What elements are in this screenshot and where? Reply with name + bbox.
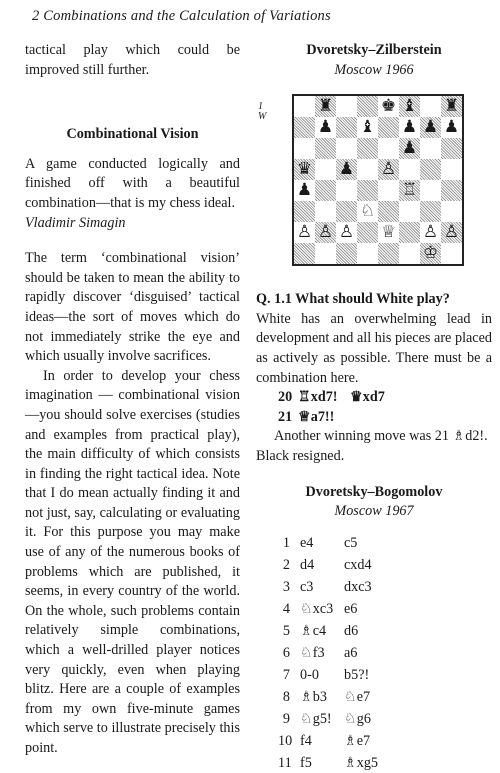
black-move: dxc3 <box>344 578 372 595</box>
alternative-note: Another winning move was 21 ♗d2!. <box>274 428 488 445</box>
board-square <box>336 243 357 264</box>
board-square: ♜ <box>441 96 462 117</box>
left-column <box>25 41 240 759</box>
white-move: ♗b3 <box>300 688 327 705</box>
answer-text: White has an overwhelming lead in development and all his pieces are placed as actively as possible. There must be a combination here. <box>256 310 492 386</box>
board-square <box>399 243 420 264</box>
board-square <box>315 243 336 264</box>
epigraph-quote: A game conducted logically and finished off with a beautiful combination—that is my chess ideal. <box>25 155 240 211</box>
board-square <box>441 180 462 201</box>
move-number: 10 <box>278 732 293 749</box>
board-square <box>336 201 357 222</box>
board-square: ♝ <box>357 117 378 138</box>
running-header: 2 Combinations and the Calculation of Variations <box>32 8 331 24</box>
white-move: ♗c4 <box>300 622 327 639</box>
epigraph-author: Vladimir Simagin <box>25 214 126 231</box>
board-square: ♟ <box>441 117 462 138</box>
black-move: a6 <box>344 644 358 661</box>
move-number: 8 <box>282 688 290 705</box>
move-number: 20 <box>278 389 293 406</box>
white-move: e4 <box>300 534 314 551</box>
board-square: ♟ <box>399 138 420 159</box>
right-column <box>256 41 492 773</box>
move-number: 9 <box>282 710 290 727</box>
board-square <box>357 159 378 180</box>
white-move: ♕a7!! <box>298 408 335 425</box>
game2-moves <box>278 534 492 773</box>
white-move: ♘xc3 <box>300 600 334 617</box>
game2-place: Moscow 1967 <box>334 503 414 520</box>
board-square <box>336 117 357 138</box>
game2-title: Dvoretsky–Bogomolov <box>305 483 443 500</box>
intro-text: tactical play which could be improved still further. <box>25 42 240 78</box>
board-square <box>399 201 420 222</box>
move-number: 3 <box>282 578 290 595</box>
board-square <box>441 138 462 159</box>
move-number: 5 <box>282 622 290 639</box>
board-square: ♘ <box>357 201 378 222</box>
white-move: 0-0 <box>300 666 319 683</box>
board-square <box>378 180 399 201</box>
board-square <box>357 138 378 159</box>
board-square <box>378 138 399 159</box>
board-square: ♖ <box>399 180 420 201</box>
board-square <box>441 159 462 180</box>
board-square <box>294 138 315 159</box>
board-square: ♙ <box>294 222 315 243</box>
board-square: ♚ <box>378 96 399 117</box>
move-number: 4 <box>282 600 290 617</box>
black-move: ♛xd7 <box>350 389 385 406</box>
board-square <box>315 138 336 159</box>
board-square <box>378 243 399 264</box>
board-square <box>336 138 357 159</box>
board-square <box>336 180 357 201</box>
move-number: 7 <box>282 666 290 683</box>
board-square <box>315 180 336 201</box>
black-move: c5 <box>344 534 358 551</box>
white-move: f5 <box>300 754 312 771</box>
board-square <box>399 159 420 180</box>
diagram <box>256 90 492 280</box>
game1-title: Dvoretsky–Zilberstein <box>306 42 442 58</box>
white-move: ♘f3 <box>300 644 325 661</box>
board-square <box>420 159 441 180</box>
diagram-number: 1 <box>258 101 263 113</box>
board-square <box>378 117 399 138</box>
white-move: c3 <box>300 578 314 595</box>
white-move: f4 <box>300 732 312 749</box>
board-square <box>357 96 378 117</box>
white-move: d4 <box>300 556 315 573</box>
board-square <box>441 201 462 222</box>
black-move: ♘e7 <box>344 688 371 705</box>
black-move: d6 <box>344 622 359 639</box>
result-text: Black resigned. <box>256 447 345 464</box>
diagram-label <box>258 102 266 122</box>
board-square <box>315 159 336 180</box>
black-move: ♗e7 <box>344 732 371 749</box>
black-move: ♗xg5 <box>344 754 379 771</box>
solution-moves <box>278 388 492 427</box>
board-square: ♙ <box>336 222 357 243</box>
move-number: 1 <box>282 534 290 551</box>
board-square <box>378 201 399 222</box>
board-square <box>294 96 315 117</box>
move-number: 21 <box>278 408 293 425</box>
board-square: ♟ <box>315 117 336 138</box>
board-square: ♟ <box>399 117 420 138</box>
board-square: ♟ <box>294 180 315 201</box>
diagram-side-to-move: W <box>258 111 267 123</box>
board-square: ♕ <box>378 222 399 243</box>
move-number: 6 <box>282 644 290 661</box>
white-move: ♘g5! <box>300 710 332 727</box>
board-square <box>357 222 378 243</box>
board-square <box>294 243 315 264</box>
body-paragraph-1: The term ‘combinational vision’ should be taken to mean the ability to rapidly discover ‘disguised’ tactical ideas—the sort of moves which do not immediately strike the eye and which usually involve sacrifices. <box>25 250 240 365</box>
board-square: ♙ <box>441 222 462 243</box>
board-square <box>420 180 441 201</box>
board-square: ♛ <box>294 159 315 180</box>
chess-board <box>292 94 464 266</box>
board-square <box>420 201 441 222</box>
black-move: b5?! <box>344 666 370 683</box>
board-square: ♟ <box>420 117 441 138</box>
board-square <box>399 222 420 243</box>
board-square: ♙ <box>420 222 441 243</box>
game1-place: Moscow 1966 <box>334 61 414 78</box>
black-move <box>350 408 420 428</box>
question-heading: Q. 1.1 What should White play? <box>256 291 450 308</box>
board-square <box>441 243 462 264</box>
board-square: ♟ <box>336 159 357 180</box>
board-square: ♔ <box>420 243 441 264</box>
board-square <box>420 96 441 117</box>
move-number: 11 <box>278 754 292 771</box>
board-square: ♝ <box>399 96 420 117</box>
board-square <box>315 201 336 222</box>
black-move: e6 <box>344 600 358 617</box>
board-square <box>357 180 378 201</box>
board-square: ♜ <box>315 96 336 117</box>
move-number: 2 <box>282 556 290 573</box>
board-square: ♙ <box>378 159 399 180</box>
black-move: ♘g6 <box>344 710 371 727</box>
white-move: ♖xd7! <box>298 389 338 406</box>
board-square <box>420 138 441 159</box>
black-move: cxd4 <box>344 556 372 573</box>
board-square <box>294 117 315 138</box>
section-title: Combinational Vision <box>66 126 199 143</box>
board-square <box>336 96 357 117</box>
body-paragraph-2: In order to develop your chess imagination — combinational vision—you should solve exercises (studies and examples from practical play), the main difficulty of which consists in finding the right tactical idea. Note that I do mean actually finding it and not just, say, calculating or evaluating it. For this purpose you may make use of any of the numerous books of problems which are published, it seems, in every country of the world. On the whole, such problems contain relatively simple combinations, which a well-drilled player notices very quickly, even when playing blitz. Here are a couple of examples from my own five-minute games which serve to illustrate precisely this point. <box>25 367 240 756</box>
board-square <box>357 243 378 264</box>
board-square <box>294 201 315 222</box>
board-square: ♙ <box>315 222 336 243</box>
